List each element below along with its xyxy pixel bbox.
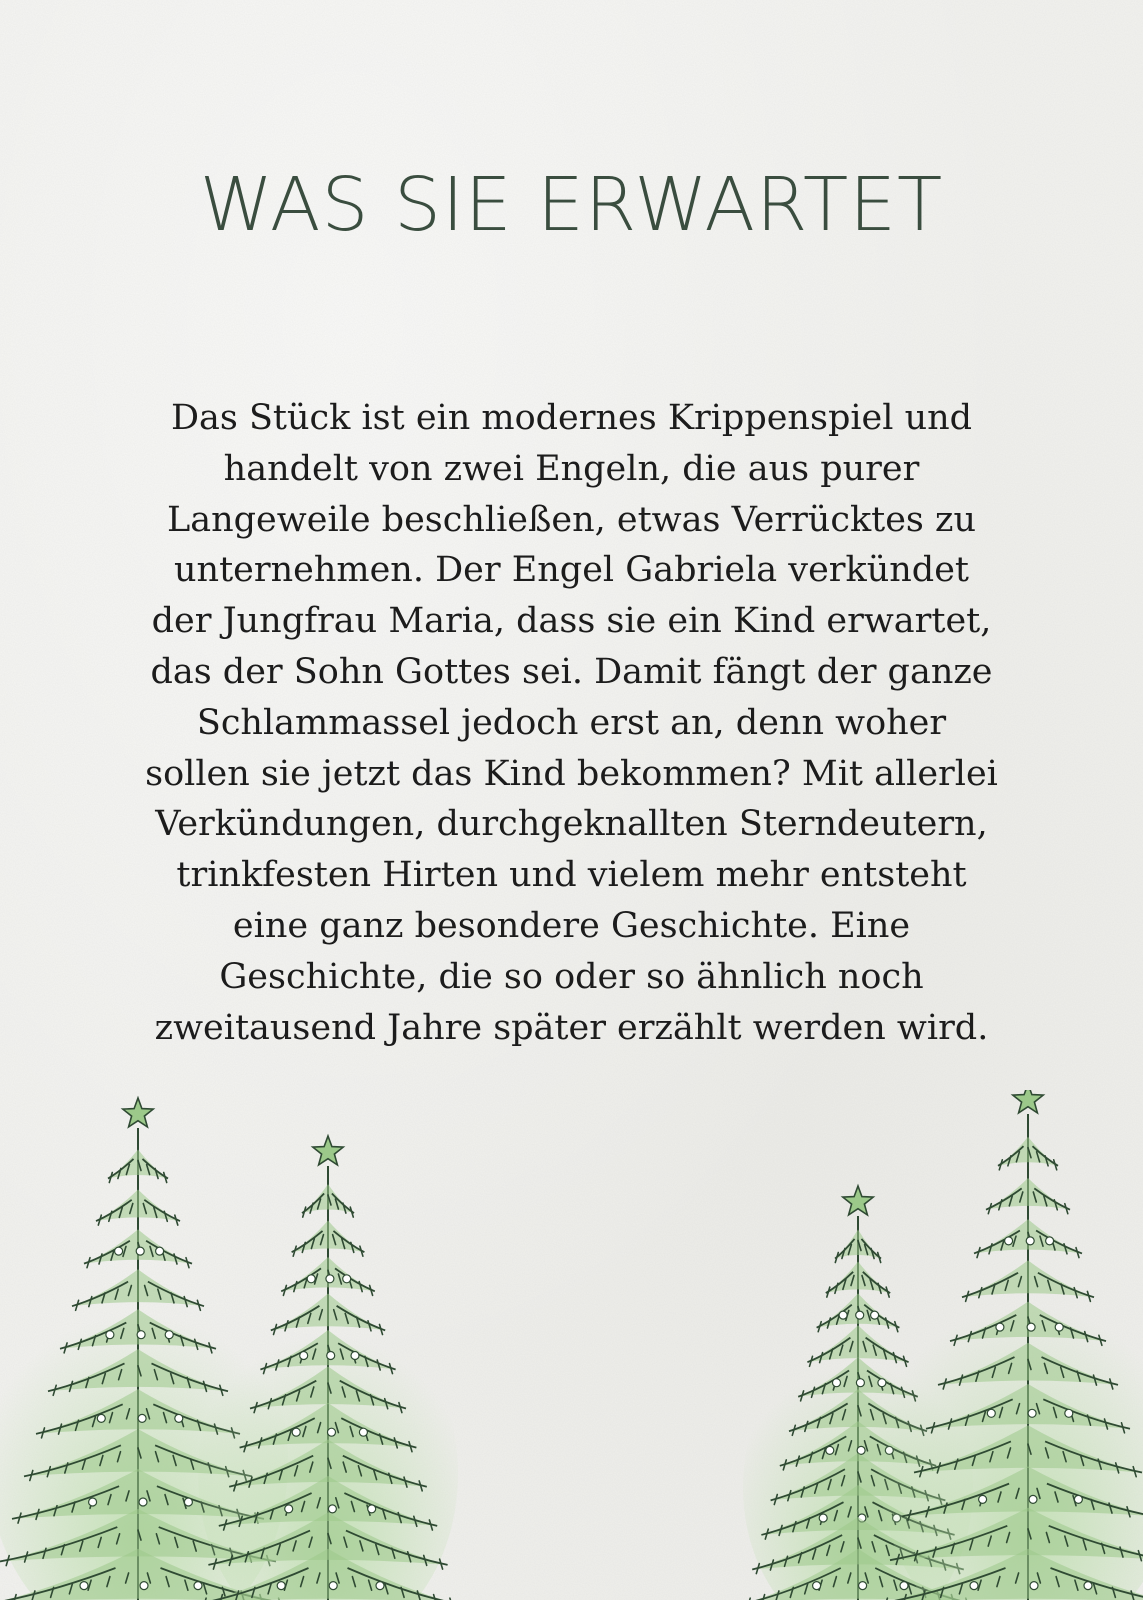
- description-paragraph: Das Stück ist ein modernes Krippenspiel und handelt von zwei Engeln, die aus purer Langeweile beschließen, etwas Verrücktes zu unternehmen. Der Engel Gabriela verkündet der Jungfrau Maria, dass sie ein Kind erwartet, das der Sohn Gottes sei. Damit fängt der ganze Schlammassel jedoch erst an, denn woher sollen sie jetzt das Kind bekommen? Mit allerlei Verkündungen, durchgeknallten Sterndeutern, trinkfesten Hirten und vielem mehr entsteht eine ganz besondere Geschichte. Eine Geschichte, die so oder so ähnlich noch zweitausend Jahre später erzählt werden wird.: [145, 398, 998, 1048]
- star-icon: [123, 1098, 153, 1127]
- star-icon: [1013, 1090, 1043, 1113]
- page-title: WAS SIE ERWARTET: [199, 162, 944, 248]
- star-icon: [843, 1186, 873, 1215]
- christmas-trees-illustration: [0, 1090, 1143, 1600]
- christmas-tree-icon: [878, 1090, 1143, 1600]
- star-icon: [313, 1136, 343, 1165]
- christmas-tree-icon: [198, 1136, 458, 1600]
